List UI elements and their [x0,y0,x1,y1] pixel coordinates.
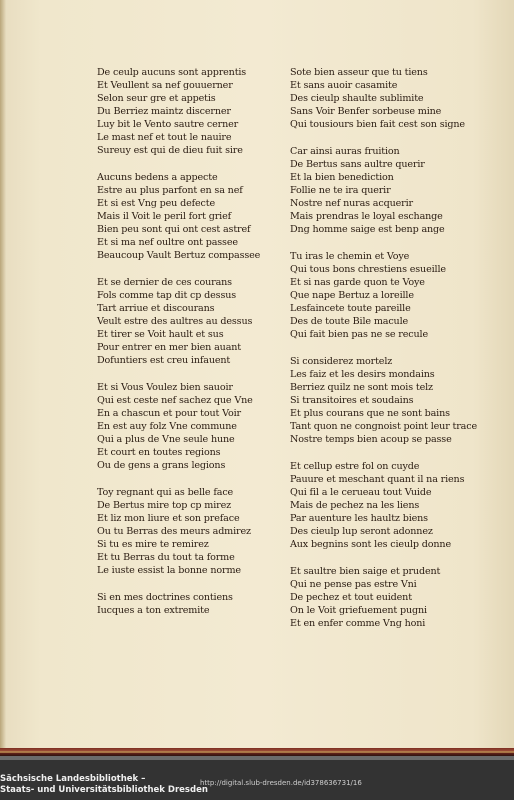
verse-line: Berriez quilz ne sont mois telz [290,382,433,393]
verse-line: Et cellup estre fol on cuyde [290,461,420,472]
verse-line: Et tirer se Voit hault et sus [97,329,224,340]
verse-line: Si considerez mortelz [290,356,393,367]
verse-line: Si tu es mire te remirez [97,539,209,550]
library-name-line1: Sächsische Landesbibliothek – [0,774,146,784]
verse-line: Mais prendras le loyal eschange [290,211,443,222]
footer-bar [0,760,514,800]
verse-line: Sote bien asseur que tu tiens [290,67,428,78]
verse-line: Des cieulp shaulte sublimite [290,93,424,104]
verse-line: Car ainsi auras fruition [290,146,400,157]
verse-stanza [290,145,490,236]
verse-line: Mais de pechez na les liens [290,500,420,511]
verse-line: Et si est Vng peu defecte [97,198,216,209]
verse-line: De Bertus mire top cp mirez [97,500,232,511]
library-name [0,774,208,796]
verse-line: Par auenture les haultz biens [290,513,428,524]
verse-line: Et se dernier de ces courans [97,277,232,288]
verse-line: Qui fil a le cerueau tout Vuide [290,487,432,498]
verse-line: Qui tousiours bien fait cest son signe [290,119,465,130]
verse-column-left [97,66,297,631]
verse-line: Veult estre des aultres au dessus [97,316,253,327]
page-gutter-shadow [0,0,6,752]
verse-line: Qui est ceste nef sachez que Vne [97,395,253,406]
verse-line: Iucques a ton extremite [97,605,210,616]
verse-line: Et tu Berras du tout ta forme [97,552,235,563]
verse-line: Des cieulp lup seront adonnez [290,526,433,537]
verse-line: Selon seur gre et appetis [97,93,216,104]
verse-line: Et saultre bien saige et prudent [290,566,441,577]
verse-line: Du Berriez maintz discerner [97,106,231,117]
verse-line: En est auy folz Vne commune [97,421,237,432]
verse-stanza [97,276,297,367]
verse-line: Luy bit le Vento sautre cerner [97,119,239,130]
verse-line: Qui ne pense pas estre Vni [290,579,417,590]
verse-line: Tu iras le chemin et Voye [290,251,410,262]
verse-line: Sureuy est qui de dieu fuit sire [97,145,243,156]
verse-line: Fols comme tap dit cp dessus [97,290,237,301]
verse-line: Et liz mon liure et son preface [97,513,240,524]
verse-line: Pauure et meschant quant il na riens [290,474,465,485]
verse-line: Et sans auoir casamite [290,80,398,91]
verse-stanza [97,66,297,157]
verse-line: Qui tous bons chrestiens esueille [290,264,446,275]
verse-stanza [290,565,490,630]
verse-line: Aux begnins sont les cieulp donne [290,539,451,550]
verse-line: Lesfaincete toute pareille [290,303,411,314]
verse-line: De ceulp aucuns sont apprentis [97,67,247,78]
verse-line: Aucuns bedens a appecte [97,172,218,183]
verse-line: Qui fait bien pas ne se recule [290,329,428,340]
verse-stanza [97,591,297,617]
verse-line: Pour entrer en mer bien auant [97,342,242,353]
verse-line: Dofuntiers est creu infauent [97,355,231,366]
verse-line: Nostre nef nuras acquerir [290,198,413,209]
verse-line: Et plus courans que ne sont bains [290,408,450,419]
verse-line: Et la bien benediction [290,172,394,183]
verse-line: Et si Vous Voulez bien sauoir [97,382,233,393]
verse-line: Et Veullent sa nef gouuerner [97,80,233,91]
verse-line: Le mast nef et tout le nauire [97,132,232,143]
verse-line: Ou de gens a grans legions [97,460,226,471]
verse-line: Les faiz et les desirs mondains [290,369,435,380]
verse-column-right [290,66,490,644]
verse-line: De Bertus sans aultre querir [290,159,425,170]
verse-line: Nostre temps bien acoup se passe [290,434,452,445]
verse-line: Estre au plus parfont en sa nef [97,185,243,196]
verse-line: Sans Voir Benfer sorbeuse mine [290,106,442,117]
verse-line: Mais il Voit le peril fort grief [97,211,231,222]
verse-line: Dng homme saige est benp ange [290,224,445,235]
verse-line: Qui a plus de Vne seule hune [97,434,235,445]
verse-line: Des de toute Bile macule [290,316,409,327]
permalink-url[interactable]: http://digital.slub-dresden.de/id378636731/16 [200,779,362,787]
verse-line: Beaucoup Vault Bertuz compassee [97,250,261,261]
verse-line: De pechez et tout euident [290,592,412,603]
verse-line: Tant quon ne congnoist point leur trace [290,421,477,432]
verse-line: Bien peu sont qui ont cest astref [97,224,251,235]
verse-line: Et court en toutes regions [97,447,221,458]
verse-stanza [97,381,297,472]
verse-line: Le iuste essist la bonne norme [97,565,241,576]
verse-line: Et si ma nef oultre ont passee [97,237,238,248]
verse-stanza [290,355,490,446]
verse-line: Que nape Bertuz a loreille [290,290,414,301]
book-edge-gilding [0,751,514,753]
verse-line: Toy regnant qui as belle face [97,487,234,498]
verse-stanza [290,66,490,131]
verse-stanza [290,250,490,341]
verse-stanza [97,171,297,262]
verse-line: On le Voit griefuement pugni [290,605,427,616]
verse-line: Et si nas garde quon te Voye [290,277,425,288]
verse-line: Follie ne te ira querir [290,185,391,196]
verse-line: Si en mes doctrines contiens [97,592,233,603]
verse-line: En a chascun et pour tout Voir [97,408,241,419]
verse-line: Tart arriue et discourans [97,303,215,314]
verse-line: Si transitoires et soudains [290,395,414,406]
verse-stanza [97,486,297,577]
verse-line: Et en enfer comme Vng honi [290,618,426,629]
verse-stanza [290,460,490,551]
verse-line: Ou tu Berras des meurs admirez [97,526,251,537]
library-name-line2: Staats- und Universitätsbibliothek Dresden [0,785,208,795]
